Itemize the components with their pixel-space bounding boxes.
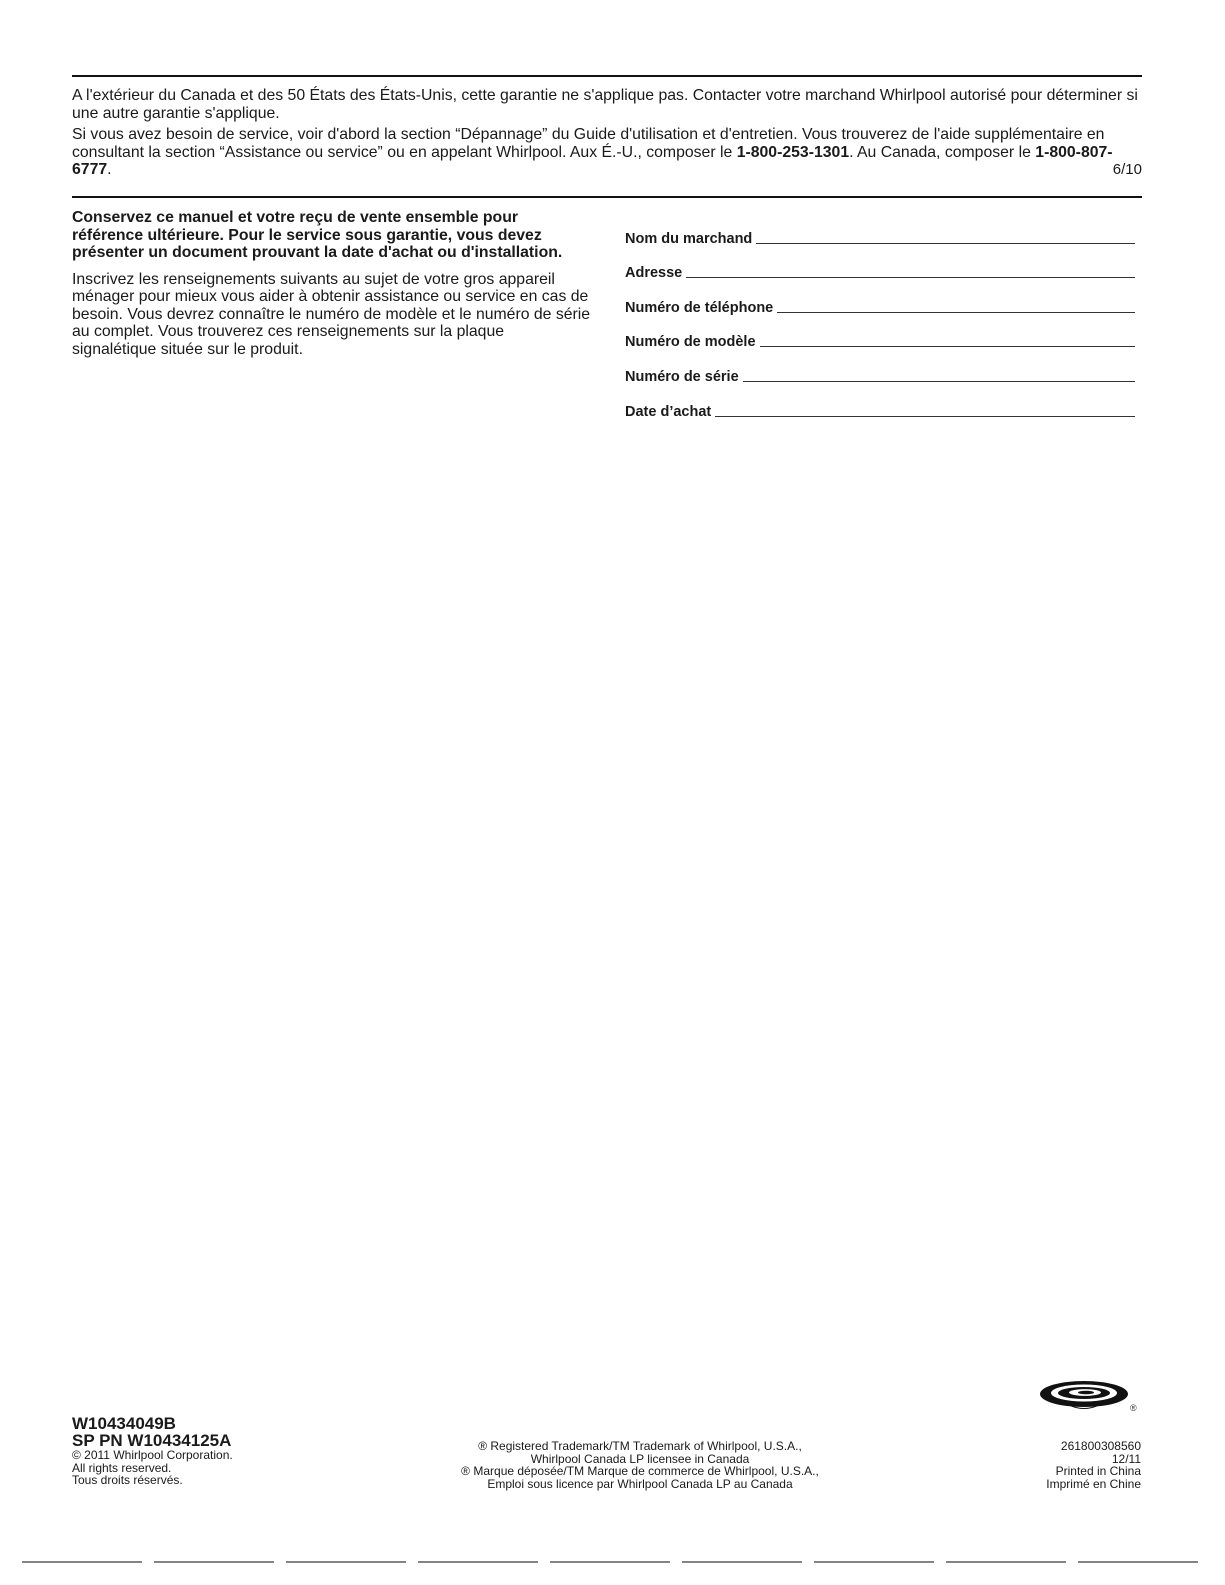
service-text: Si vous avez besoin de service, voir d'abord la section “Dépannage” du Guide d'utilisation et d'entretien. Vous trouverez de l'aide supplémentaire en consultant la section “Assistance ou service” ou en appelant Whirlpool. Aux É.-U., composer le 1-800-253-1301. Au Canada, composer le 1-800-807-6777. [72, 126, 1113, 178]
model-number-line[interactable] [760, 346, 1135, 347]
trademark-fr-2: Emploi sous licence par Whirlpool Canada LP au Canada [487, 1476, 793, 1491]
trademark-en-2: Whirlpool Canada LP licensee in Canada [530, 1451, 750, 1466]
purchase-date-line[interactable] [715, 416, 1135, 417]
keep-manual-note: Conservez ce manuel et votre reçu de vente ensemble pour référence ultérieure. Pour le service sous garantie, vous devez présenter un document prouvant la date d'achat ou d'installation. [72, 209, 563, 261]
dealer-name-field[interactable] [625, 212, 1135, 247]
rights-english: All rights reserved. [72, 1460, 172, 1475]
address-line[interactable] [686, 277, 1135, 278]
printed-in-french: Imprimé en Chine [1046, 1476, 1141, 1491]
model-number-label: Numéro de modèle [625, 334, 756, 351]
us-phone-number: 1-800-253-1301 [736, 143, 850, 161]
warranty-section [72, 87, 1142, 183]
owner-record-form [625, 212, 1135, 420]
registered-mark: ® [1130, 1403, 1137, 1413]
warranty-outside-text: A l'extérieur du Canada et des 50 États des États-Unis, cette garantie ne s'applique pas. Contacter votre marchand Whirlpool autorisé pour déterminer si une autre garantie s'applique. [72, 87, 1138, 122]
address-field[interactable] [625, 247, 1135, 282]
sp-part-number: SP PN W10434125A [72, 1431, 232, 1450]
phone-field[interactable] [625, 281, 1135, 316]
canada-phone-number: 1-800-807-6777 [72, 143, 1113, 178]
bottom-scan-line [22, 1561, 1202, 1563]
trademark-fr-1: ® Marque déposée/TM Marque de commerce de Whirlpool, U.S.A., [461, 1464, 819, 1478]
trademark-en-1: ® Registered Trademark/TM Trademark of Whirlpool, U.S.A., [478, 1439, 802, 1453]
printed-in-english: Printed in China [1055, 1464, 1141, 1478]
dealer-name-line[interactable] [756, 243, 1135, 244]
rights-french: Tous droits réservés. [72, 1473, 183, 1487]
address-label: Adresse [625, 265, 683, 282]
middle-rule [72, 196, 1142, 198]
purchase-date-field[interactable] [625, 385, 1135, 420]
top-rule [72, 75, 1142, 77]
copyright: © 2011 Whirlpool Corporation. [72, 1448, 233, 1462]
footer-left [72, 1415, 372, 1487]
whirlpool-logo-icon [1038, 1378, 1138, 1414]
part-number: W10434049B [72, 1414, 176, 1433]
warranty-date-code: 6/10 [1112, 161, 1142, 178]
serial-number-label: Numéro de série [625, 368, 739, 385]
dealer-name-label: Nom du marchand [625, 230, 753, 247]
serial-number-line[interactable] [743, 381, 1135, 382]
footer-right [891, 1440, 1141, 1490]
record-info-note: Inscrivez les renseignements suivants au sujet de votre gros appareil ménager pour mieux vous aider à obtenir assistance ou service en cas de besoin. Vous devrez connaître le numéro de modèle et le numéro de série au complet. Vous trouverez ces renseignements sur la plaque signalétique située sur le produit. [72, 270, 591, 358]
phone-label: Numéro de téléphone [625, 299, 774, 316]
print-date: 12/11 [1111, 1451, 1141, 1466]
barcode-number: 261800308560 [1060, 1439, 1141, 1453]
purchase-date-label: Date d’achat [625, 403, 712, 420]
keep-manual-section [72, 209, 592, 358]
model-number-field[interactable] [625, 316, 1135, 351]
serial-number-field[interactable] [625, 350, 1135, 385]
phone-line[interactable] [777, 312, 1135, 313]
footer-trademarks [400, 1440, 880, 1490]
